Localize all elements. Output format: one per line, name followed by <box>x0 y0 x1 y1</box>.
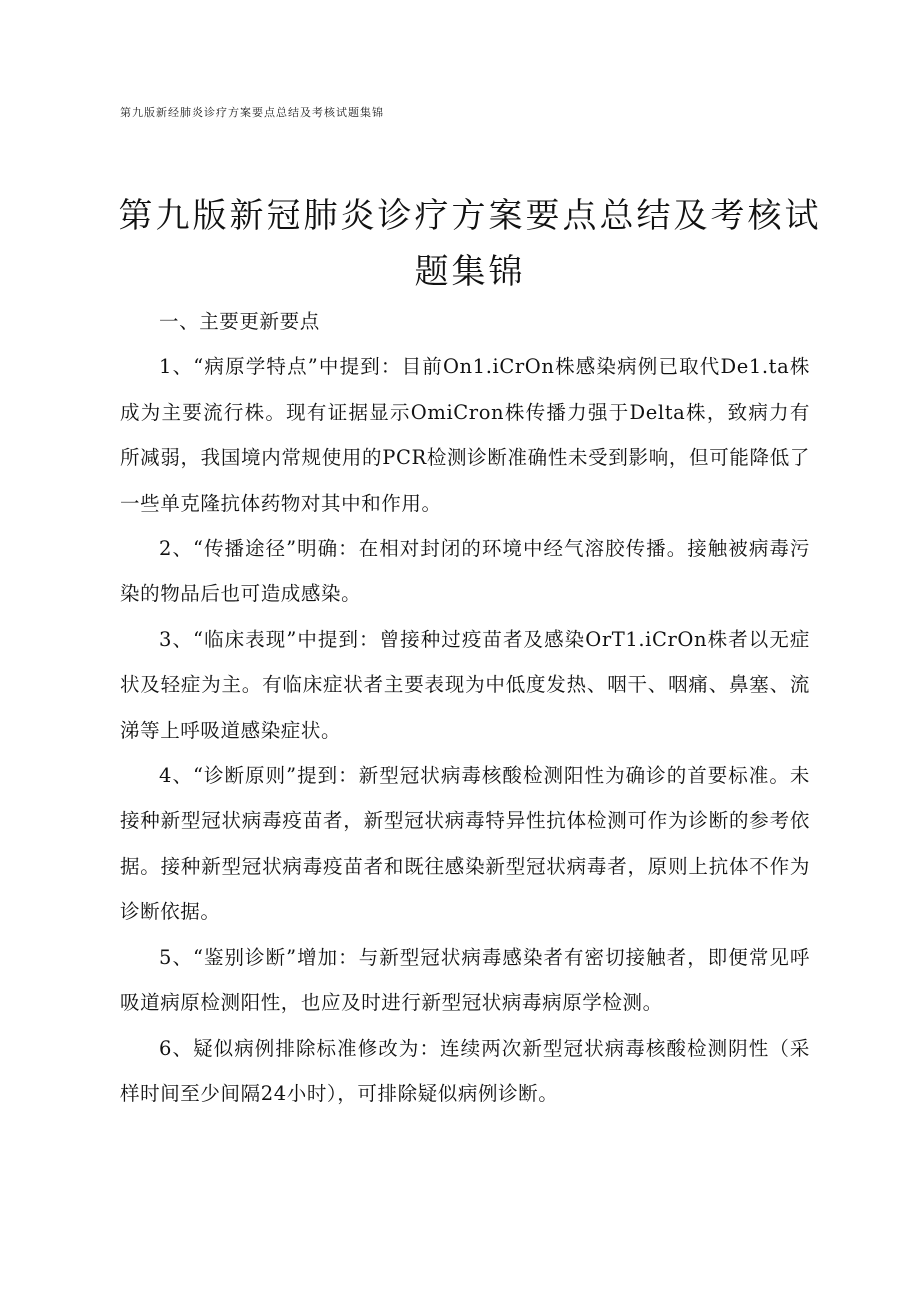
paragraph-3: 3、“临床表现”中提到：曾接种过疫苗者及感染OrT1.iCrOn株者以无症状及轻症为主。有临床症状者主要表现为中低度发热、咽干、咽痛、鼻塞、流涕等上呼吸道感染症状。 <box>120 627 810 742</box>
running-header: 第九版新经肺炎诊疗方案要点总结及考核试题集锦 <box>120 106 384 119</box>
document-body <box>120 299 810 1116</box>
paragraph-1: 1、“病原学特点”中提到：目前On1.iCrOn株感染病例已取代De1.ta株成为主要流行株。现有证据显示OmiCron株传播力强于Delta株，致病力有所减弱，我国境内常规使用的PCR检测诊断准确性未受到影响，但可能降低了一些单克隆抗体药物对其中和作用。 <box>120 355 810 515</box>
paragraph-5: 5、“鉴别诊断”增加：与新型冠状病毒感染者有密切接触者，即便常见呼吸道病原检测阳性，也应及时进行新型冠状病毒病原学检测。 <box>120 945 810 1015</box>
section-heading: 一、主要更新要点 <box>159 310 320 333</box>
paragraph-6: 6、疑似病例排除标准修改为：连续两次新型冠状病毒核酸检测阴性（采样时间至少间隔24小时），可排除疑似病例诊断。 <box>120 1036 810 1105</box>
document-title: 第九版新冠肺炎诊疗方案要点总结及考核试题集锦 <box>118 196 822 292</box>
paragraph-4: 4、“诊断原则”提到：新型冠状病毒核酸检测阳性为确诊的首要标准。未接种新型冠状病毒疫苗者，新型冠状病毒特异性抗体检测可作为诊断的参考依据。接种新型冠状病毒疫苗者和既往感染新型冠状病毒者，原则上抗体不作为诊断依据。 <box>120 764 810 924</box>
paragraph-2: 2、“传播途径”明确：在相对封闭的环境中经气溶胶传播。接触被病毒污染的物品后也可造成感染。 <box>120 537 810 606</box>
